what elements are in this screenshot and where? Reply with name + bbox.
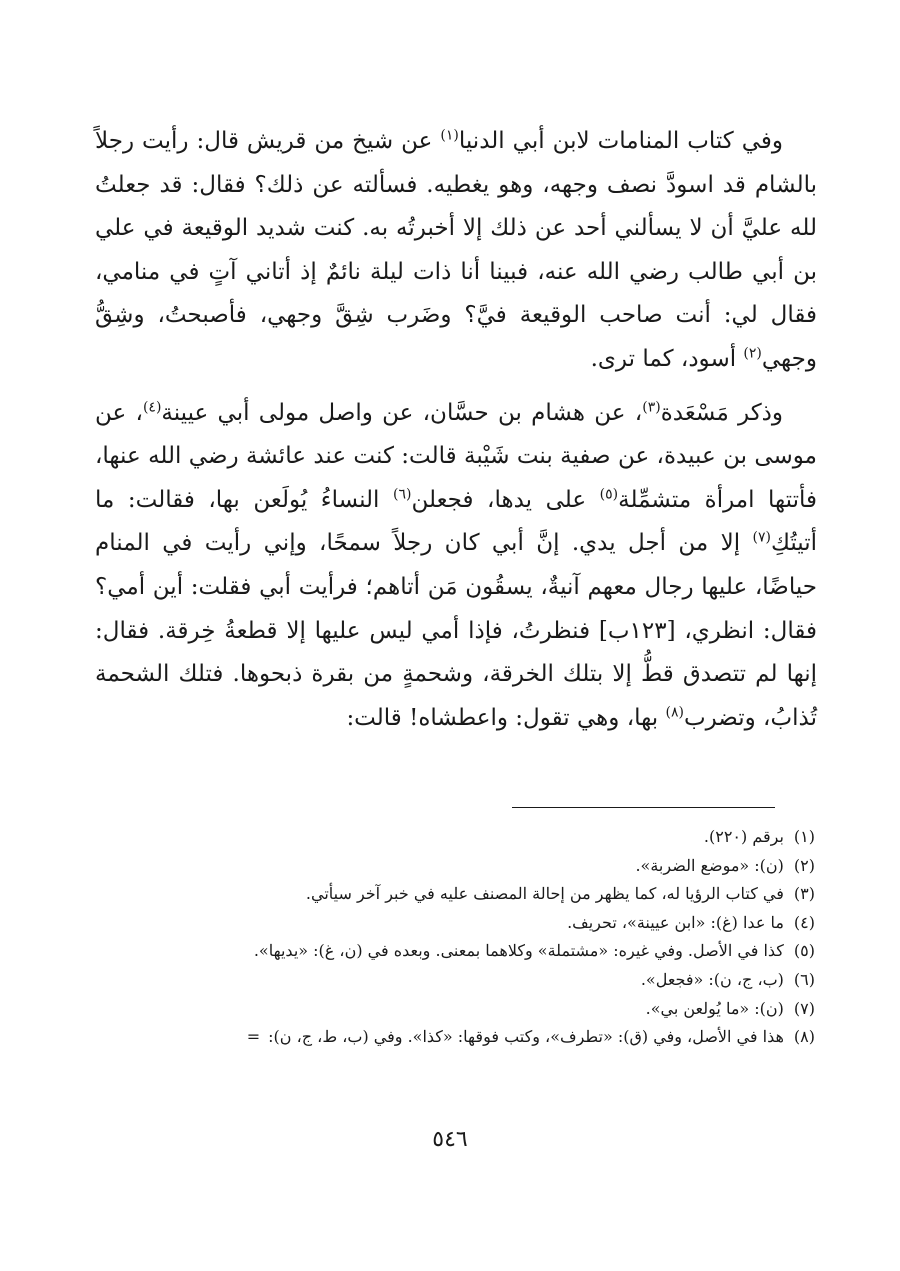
footnote-item	[70, 995, 815, 1024]
footnote-item	[70, 823, 815, 852]
footnote-number: (٤)	[793, 912, 815, 932]
footnote-ref-1[interactable]: (١)	[440, 127, 459, 144]
footnote-ref-2[interactable]: (٢)	[743, 345, 762, 362]
footnote-ref-6[interactable]: (٦)	[392, 486, 412, 503]
footnote-text: (ن): «ما يُولعن بي».	[645, 998, 784, 1018]
text-run: بها، وهي تقول: واعطشاه! قالت:	[346, 704, 666, 731]
main-text	[95, 120, 817, 740]
footnote-ref-4[interactable]: (٤)	[142, 398, 162, 415]
footnote-number: (٢)	[793, 855, 815, 875]
text-run: النساءُ يُولَعن بها، فقالت: ما أتيتُكِ	[95, 486, 817, 557]
text-run: إلا من أجل يدي. إنَّ أبي كان رجلاً سمحًا، وإني رأيت في المنام حياضًا، عليها رجال معهم آنيةٌ، يسقُون مَن أتاهم؛ فرأيت أبي فقلت: أين أمي؟ فقال: انظري، [١٢٣ب] فنظرتُ، فإذا أمي ليس عليها إلا قطعةُ خِرقة. فقال: إنها لم تتصدق قطُّ إلا بتلك الخرقة، وشحمةٍ من بقرة ذبحوها. فتلك الشحمة تُذابُ، وتضرب	[95, 530, 818, 731]
footnote-text: كذا في الأصل. وفي غيره: «مشتملة» وكلاهما بمعنى. وبعده في (ن، غ): «يديها».	[253, 941, 784, 961]
footnotes	[70, 823, 815, 1052]
footnote-item	[70, 1023, 815, 1052]
text-run: وفي كتاب المنامات لابن أبي الدنيا	[458, 128, 783, 154]
footnote-number: (٦)	[793, 969, 815, 989]
footnote-item	[70, 937, 815, 966]
text-run: عن شيخ من قريش قال: رأيت رجلاً بالشام قد اسودَّ نصف وجهه، وهو يغطيه. فسألته عن ذلك؟ فقال: قد جعلتُ لله عليَّ أن لا يسألني أحد عن ذلك إلا أخبرتُه به. كنت شديد الوقيعة في علي بن أبي طالب رضي الله عنه، فبينا أنا ذات ليلة نائمٌ إذ أتاني آتٍ في منامي، فقال لي: أنت صاحب الوقيعة فيَّ؟ وضَرب شِقَّ وجهي، فأصبحتُ، وشِقُّ وجهي	[95, 128, 817, 372]
text-run: أسود، كما ترى.	[590, 345, 744, 372]
paragraph-1	[95, 120, 817, 382]
footnote-item	[70, 880, 815, 909]
footnote-item	[70, 966, 815, 995]
footnote-text: هذا في الأصل، وفي (ق): «تطرف»، وكتب فوقها: «كذا». وفي (ب، ط، ج، ن):	[268, 1027, 784, 1047]
footnote-separator	[512, 807, 775, 808]
continuation-mark: =	[246, 1027, 261, 1047]
footnote-text: في كتاب الرؤيا له، كما يظهر من إحالة المصنف عليه في خبر آخر سيأتي.	[305, 884, 784, 904]
footnote-ref-8[interactable]: (٨)	[665, 704, 684, 721]
footnote-item	[70, 852, 815, 881]
text-run: على يدها، فجعلن	[411, 486, 600, 513]
footnote-text: (ن): «موضع الضربة».	[635, 855, 784, 875]
footnote-number: (٥)	[793, 941, 815, 961]
footnote-number: (١)	[793, 827, 815, 846]
page-number: ٥٤٦	[432, 1127, 468, 1152]
footnote-text: ما عدا (غ): «ابن عيينة»، تحريف.	[567, 912, 784, 932]
footnote-ref-3[interactable]: (٣)	[642, 398, 661, 415]
footnote-number: (٧)	[793, 998, 815, 1018]
paragraph-2	[95, 392, 817, 741]
footnote-item	[70, 909, 815, 938]
footnote-number: (٣)	[793, 884, 815, 904]
footnote-number: (٨)	[793, 1027, 815, 1047]
footnote-ref-5[interactable]: (٥)	[599, 486, 619, 503]
footnote-ref-7[interactable]: (٧)	[752, 529, 771, 546]
text-run: ، عن هشام بن حسَّان، عن واصل مولى أبي عيينة	[161, 399, 643, 426]
footnote-text: (ب، ج، ن): «فجعل».	[640, 969, 784, 989]
text-run: ، عن موسى بن عبيدة، عن صفية بنت شَيْبة قالت: كنت عند عائشة رضي الله عنها، فأتتها امرأة متشمِّلة	[95, 399, 818, 513]
footnote-text: برقم (٢٢٠).	[703, 827, 784, 846]
text-run: وذكر مَسْعَدة	[660, 399, 784, 426]
